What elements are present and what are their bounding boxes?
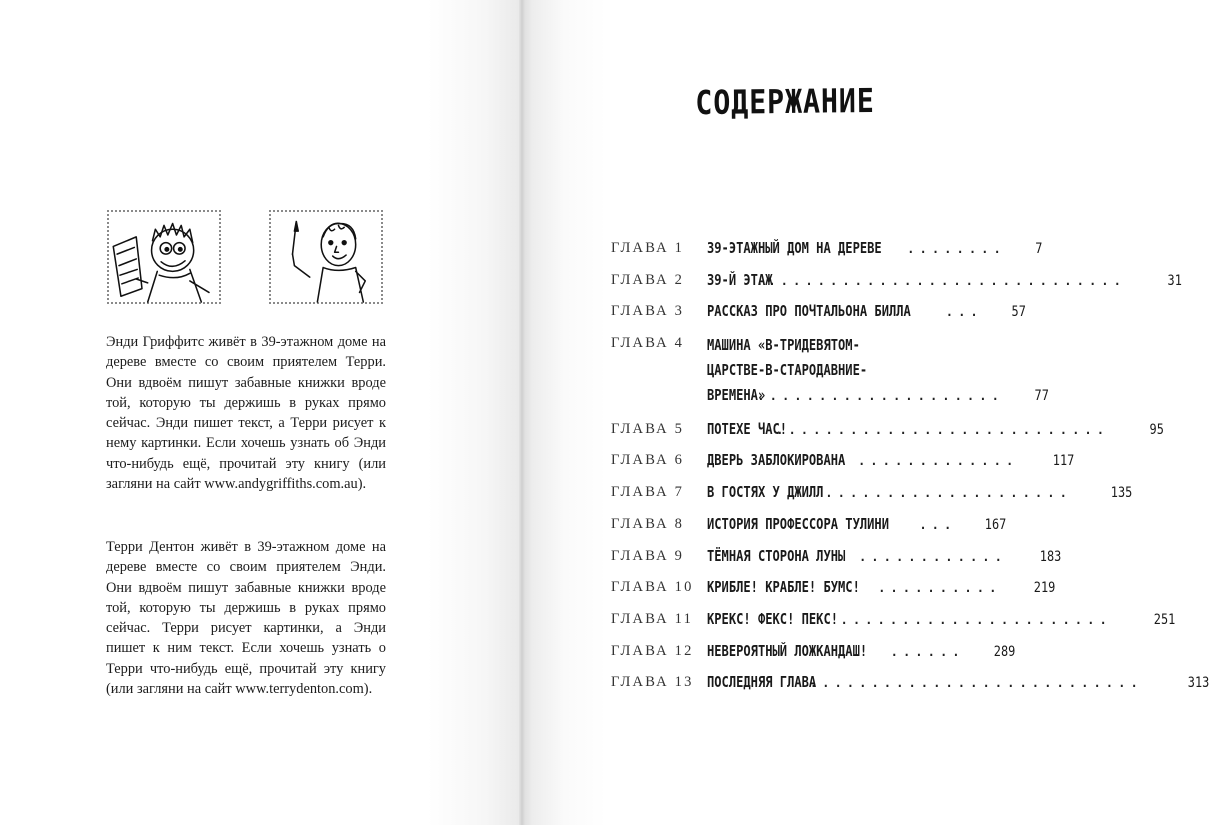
toc-entry-10[interactable] (611, 577, 1056, 599)
dot-leader: ... (918, 514, 956, 533)
page-number: 251 (1154, 611, 1176, 628)
andy-drawing (109, 212, 219, 302)
dot-leader: ............. (856, 451, 1018, 470)
chapter-lines (707, 333, 1049, 409)
page-number: 117 (1052, 453, 1074, 470)
chapter-title: РАССКАЗ ПРО ПОЧТАЛЬОНА БИЛЛА (707, 302, 911, 321)
page-number: 57 (1011, 304, 1027, 321)
terry-portrait (269, 210, 383, 304)
chapter-label: ГЛАВА 3 (611, 303, 685, 320)
chapter-line (707, 609, 1176, 630)
chapter-title-line-1 (707, 333, 1049, 358)
chapter-label: ГЛАВА 6 (611, 452, 685, 469)
toc-entry-9[interactable] (611, 546, 1062, 568)
toc-entry-11[interactable] (611, 609, 1176, 631)
dot-leader: ...................... (839, 609, 1111, 628)
chapter-line (707, 482, 1132, 503)
chapter-label: ГЛАВА 10 (611, 579, 694, 596)
dot-leader: ........ (906, 239, 1005, 257)
chapter-title: В ГОСТЯХ У ДЖИЛЛ (707, 483, 824, 502)
chapter-label: ГЛАВА 5 (611, 420, 685, 437)
contents-title: СОДЕРЖАНИЕ (695, 80, 875, 123)
toc-entry-2[interactable] (611, 270, 1182, 292)
toc-entry-5[interactable] (611, 419, 1164, 441)
terry-bio: Терри Дентон живёт в 39-этажном доме на дереве вместе со своим приятелем Энди. Они вдвоём пишут забавные книжки вроде той, которую ты держишь в руках прямо сейчас. Терри рисует картинки, а Энди пишет к ним текст. Если хочешь узнать о Терри что-нибудь ещё, прочитай эту книгу (или загляни на сайт www.terrydenton.com). (106, 539, 386, 698)
toc-entry-3[interactable] (611, 301, 1027, 323)
page-number: 183 (1040, 548, 1062, 565)
chapter-title: КРИБЛЕ! КРАБЛЕ! БУМС! (707, 578, 860, 597)
chapter-title-line-3 (707, 383, 1049, 409)
page-number: 135 (1110, 485, 1133, 502)
chapter-line (707, 301, 1026, 322)
chapter-label: ГЛАВА 9 (611, 547, 685, 564)
chapter-title: ПОСЛЕДНЯЯ ГЛАВА (707, 673, 817, 692)
chapter-line (707, 546, 1062, 567)
dot-leader: ............ (857, 546, 1006, 565)
dot-leader: ........................... (808, 673, 1142, 692)
page-number: 95 (1149, 421, 1164, 438)
chapter-line (707, 641, 1016, 662)
andy-bio: Энди Гриффитс живёт в 39-этажном доме на дереве вместе со своим приятелем Терри. Они вдвоём пишут забавные книжки вроде той, которую ты держишь в руках прямо сейчас. Энди пишет текст, а Терри рисует к нему картинки. Если хочешь узнать об Энди что-нибудь ещё, прочитай эту книгу (или загляни на сайт www.andygriffiths.com.au). (106, 334, 386, 493)
chapter-line (707, 419, 1163, 440)
chapter-label: ГЛАВА 11 (611, 610, 694, 627)
toc-entry-13[interactable] (611, 672, 1209, 694)
dot-leader: .................... (756, 386, 1003, 405)
page-number: 31 (1167, 272, 1182, 289)
chapter-line (707, 514, 1007, 535)
andy-portrait (107, 210, 221, 304)
chapter-title: НЕВЕРОЯТНЫЙ ЛОЖКАНДАШ! (707, 641, 868, 660)
chapter-title-line-2 (707, 358, 1049, 383)
dot-leader: ........................... (775, 419, 1109, 438)
chapter-title: ДВЕРЬ ЗАБЛОКИРОВАНА (707, 451, 846, 470)
chapter-label: ГЛАВА 12 (611, 642, 694, 659)
chapter-title: 39-Й ЭТАЖ (707, 270, 773, 289)
toc-entry-7[interactable] (611, 482, 1133, 504)
chapter-title: ИСТОРИЯ ПРОФЕССОРА ТУЛИНИ (707, 514, 889, 533)
chapter-label: ГЛАВА 7 (611, 484, 685, 501)
dot-leader: ... (944, 302, 982, 321)
toc-entry-6[interactable] (611, 450, 1074, 472)
dot-leader: .............................. (755, 270, 1125, 289)
chapter-title: ПОТЕХЕ ЧАС! (707, 419, 788, 438)
chapter-line (707, 270, 1182, 291)
terry-drawing (271, 212, 381, 302)
dot-leader: .......... (877, 578, 1001, 597)
page-number: 7 (1034, 241, 1043, 257)
chapter-title: ЦАРСТВЕ-В-СТАРОДАВНИЕ- (707, 361, 868, 380)
chapter-label: ГЛАВА 8 (611, 515, 685, 532)
chapter-line (707, 672, 1209, 693)
chapter-line (707, 577, 1056, 598)
toc-entry-8[interactable] (611, 514, 1007, 536)
chapter-label: ГЛАВА 4 (611, 335, 685, 352)
chapter-line (707, 238, 1042, 259)
chapter-title: МАШИНА «В-ТРИДЕВЯТОМ- (707, 336, 860, 355)
chapter-title: ТЁМНАЯ СТОРОНА ЛУНЫ (707, 546, 846, 565)
page-number: 313 (1187, 675, 1209, 692)
toc-entry-1[interactable] (611, 238, 1043, 260)
chapter-title: 39-ЭТАЖНЫЙ ДОМ НА ДЕРЕВЕ (707, 239, 882, 257)
chapter-label: ГЛАВА 1 (611, 240, 685, 256)
page-number: 219 (1034, 580, 1056, 597)
chapter-label: ГЛАВА 2 (611, 271, 685, 288)
page-number: 77 (1034, 388, 1050, 405)
chapter-label: ГЛАВА 13 (611, 674, 694, 691)
book-gutter (519, 0, 525, 825)
chapter-title: ВРЕМЕНА» (707, 386, 766, 405)
toc-entry-12[interactable] (611, 641, 1016, 663)
dot-leader: .................... (824, 483, 1071, 502)
chapter-line (707, 450, 1074, 471)
dot-leader: ...... (889, 641, 964, 660)
page-number: 167 (985, 516, 1007, 533)
page-number: 289 (994, 643, 1016, 660)
toc-entry-4[interactable] (611, 333, 1050, 409)
table-of-contents (611, 238, 1209, 704)
chapter-title: КРЕКС! ФЕКС! ПЕКС! (707, 609, 839, 628)
